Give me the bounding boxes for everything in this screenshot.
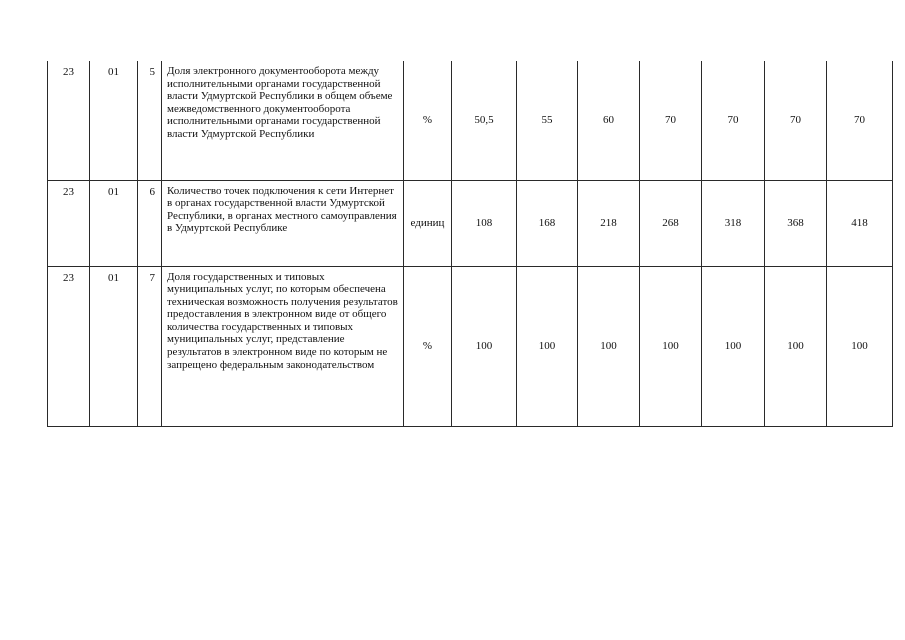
value-cell: 100 bbox=[578, 266, 640, 426]
value-cell: 70 bbox=[827, 61, 893, 180]
value-cell: 218 bbox=[578, 180, 640, 266]
value-cell: 100 bbox=[765, 266, 827, 426]
subsection-code-cell: 01 bbox=[90, 61, 138, 180]
value-cell: 368 bbox=[765, 180, 827, 266]
value-cell: 100 bbox=[517, 266, 578, 426]
unit-cell: % bbox=[404, 266, 452, 426]
value-cell: 318 bbox=[702, 180, 765, 266]
value-cell: 268 bbox=[640, 180, 702, 266]
value-cell: 50,5 bbox=[452, 61, 517, 180]
section-code-cell: 23 bbox=[48, 266, 90, 426]
table-row bbox=[48, 266, 893, 426]
table-row bbox=[48, 61, 893, 180]
indicators-table bbox=[47, 61, 893, 427]
value-cell: 418 bbox=[827, 180, 893, 266]
unit-label: единиц bbox=[410, 217, 445, 229]
value-cell: 168 bbox=[517, 180, 578, 266]
value-cell: 100 bbox=[640, 266, 702, 426]
table-row bbox=[48, 180, 893, 266]
value-cell: 100 bbox=[702, 266, 765, 426]
value-cell: 100 bbox=[827, 266, 893, 426]
value-cell: 70 bbox=[640, 61, 702, 180]
value-cell: 70 bbox=[702, 61, 765, 180]
indicator-number-cell: 5 bbox=[138, 61, 162, 180]
value-cell: 60 bbox=[578, 61, 640, 180]
unit-cell: % bbox=[404, 61, 452, 180]
indicator-number-cell: 7 bbox=[138, 266, 162, 426]
value-cell: 55 bbox=[517, 61, 578, 180]
unit-cell bbox=[404, 180, 452, 266]
indicator-name-cell: Количество точек подключения к сети Интернет в органах государственной власти Удмуртской Республики, в органах местного самоуправления в Удмуртской Республике bbox=[162, 180, 404, 266]
value-cell: 108 bbox=[452, 180, 517, 266]
subsection-code-cell: 01 bbox=[90, 266, 138, 426]
value-cell: 70 bbox=[765, 61, 827, 180]
subsection-code-cell: 01 bbox=[90, 180, 138, 266]
indicator-name-cell: Доля государственных и типовых муниципальных услуг, по которым обеспечена техническая возможность получения результатов предоставления в электронном виде от общего количества государственных и типовых муниципальных услуг, представление результатов в электронном виде по которым не запрещено федеральным законодательством bbox=[162, 266, 404, 426]
section-code-cell: 23 bbox=[48, 61, 90, 180]
indicator-number-cell: 6 bbox=[138, 180, 162, 266]
section-code-cell: 23 bbox=[48, 180, 90, 266]
value-cell: 100 bbox=[452, 266, 517, 426]
indicator-name-cell: Доля электронного документооборота между исполнительными органами государственной власти Удмуртской Республики в общем объеме межведомственного документооборота исполнительными органами государственной власти Удмуртской Республики bbox=[162, 61, 404, 180]
